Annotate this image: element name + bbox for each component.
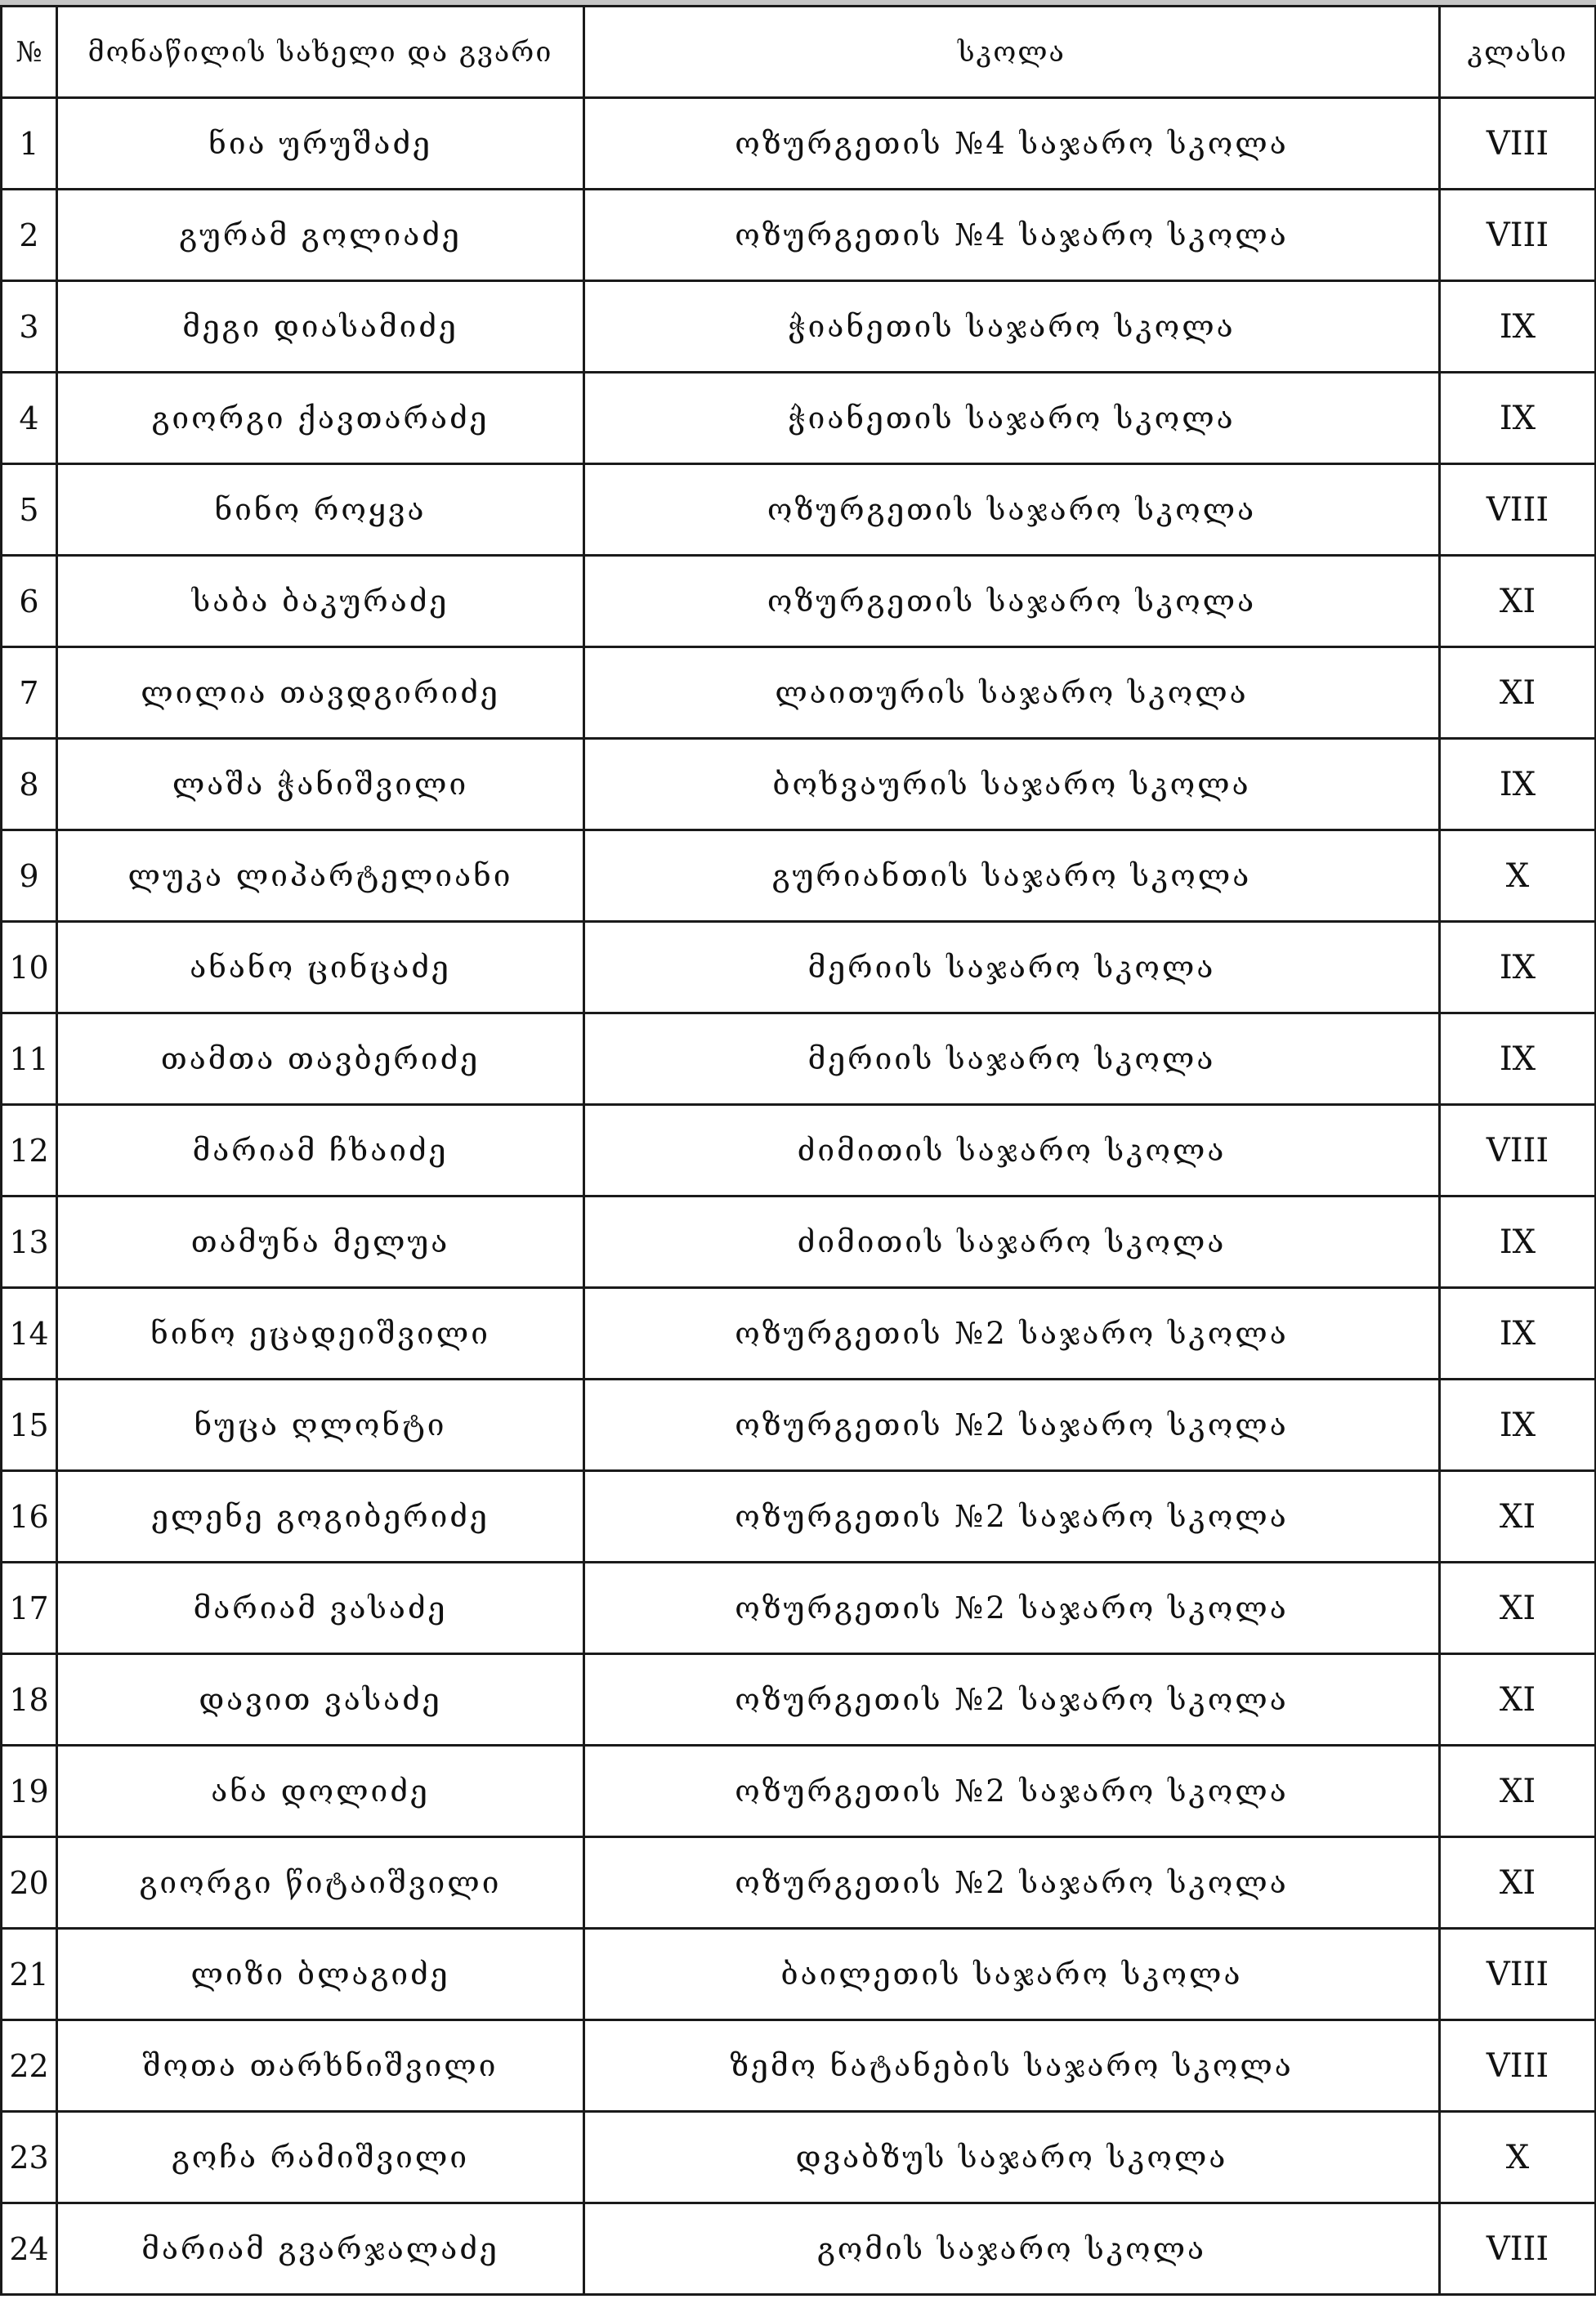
table-row bbox=[2, 830, 1596, 922]
school-name: დვაბზუს საჯარო სკოლა bbox=[584, 2112, 1440, 2203]
grade-value: IX bbox=[1440, 1013, 1596, 1105]
participant-name: ლუკა ლიპარტელიანი bbox=[57, 830, 584, 922]
table-row bbox=[2, 1105, 1596, 1196]
school-name: ჭიანეთის საჯარო სკოლა bbox=[584, 373, 1440, 464]
participant-name: მარიამ ვასაძე bbox=[57, 1563, 584, 1654]
grade-value: XI bbox=[1440, 1654, 1596, 1746]
row-number: 14 bbox=[2, 1288, 57, 1380]
grade-value: IX bbox=[1440, 922, 1596, 1013]
participant-name: ელენე გოგიბერიძე bbox=[57, 1471, 584, 1563]
participant-name: თამთა თავბერიძე bbox=[57, 1013, 584, 1105]
row-number: 10 bbox=[2, 922, 57, 1013]
participant-name: ნუცა ღლონტი bbox=[57, 1380, 584, 1471]
row-number: 23 bbox=[2, 2112, 57, 2203]
participant-name: ლილია თავდგირიძე bbox=[57, 647, 584, 739]
grade-value: XI bbox=[1440, 647, 1596, 739]
row-number: 17 bbox=[2, 1563, 57, 1654]
header-grade: კლასი bbox=[1440, 7, 1596, 98]
grade-value: VIII bbox=[1440, 1105, 1596, 1196]
table-row bbox=[2, 1288, 1596, 1380]
participant-name: შოთა თარხნიშვილი bbox=[57, 2020, 584, 2112]
row-number: 18 bbox=[2, 1654, 57, 1746]
school-name: ოზურგეთის №2 საჯარო სკოლა bbox=[584, 1563, 1440, 1654]
school-name: მერიის საჯარო სკოლა bbox=[584, 1013, 1440, 1105]
row-number: 5 bbox=[2, 464, 57, 556]
table-row bbox=[2, 2112, 1596, 2203]
row-number: 4 bbox=[2, 373, 57, 464]
row-number: 15 bbox=[2, 1380, 57, 1471]
table-row bbox=[2, 1013, 1596, 1105]
table-row bbox=[2, 1471, 1596, 1563]
table-body bbox=[2, 98, 1596, 2295]
participant-name: ლაშა ჭანიშვილი bbox=[57, 739, 584, 830]
header-number: № bbox=[2, 7, 57, 98]
table-row bbox=[2, 1929, 1596, 2020]
row-number: 24 bbox=[2, 2203, 57, 2295]
grade-value: XI bbox=[1440, 1471, 1596, 1563]
school-name: ოზურგეთის №2 საჯარო სკოლა bbox=[584, 1288, 1440, 1380]
grade-value: VIII bbox=[1440, 2203, 1596, 2295]
grade-value: VIII bbox=[1440, 190, 1596, 281]
school-name: ჭიანეთის საჯარო სკოლა bbox=[584, 281, 1440, 373]
row-number: 13 bbox=[2, 1196, 57, 1288]
table-row bbox=[2, 1837, 1596, 1929]
participant-name: გოჩა რამიშვილი bbox=[57, 2112, 584, 2203]
participant-name: ნინო როყვა bbox=[57, 464, 584, 556]
school-name: ოზურგეთის საჯარო სკოლა bbox=[584, 556, 1440, 647]
table-row bbox=[2, 647, 1596, 739]
row-number: 16 bbox=[2, 1471, 57, 1563]
row-number: 12 bbox=[2, 1105, 57, 1196]
participant-name: გურამ გოლიაძე bbox=[57, 190, 584, 281]
school-name: გომის საჯარო სკოლა bbox=[584, 2203, 1440, 2295]
table-row bbox=[2, 281, 1596, 373]
row-number: 6 bbox=[2, 556, 57, 647]
participant-name: ნია ურუშაძე bbox=[57, 98, 584, 190]
participant-name: მარიამ ჩხაიძე bbox=[57, 1105, 584, 1196]
grade-value: IX bbox=[1440, 373, 1596, 464]
school-name: ოზურგეთის №2 საჯარო სკოლა bbox=[584, 1380, 1440, 1471]
grade-value: X bbox=[1440, 830, 1596, 922]
grade-value: IX bbox=[1440, 1196, 1596, 1288]
grade-value: VIII bbox=[1440, 98, 1596, 190]
row-number: 7 bbox=[2, 647, 57, 739]
school-name: ძიმითის საჯარო სკოლა bbox=[584, 1105, 1440, 1196]
row-number: 3 bbox=[2, 281, 57, 373]
school-name: ლაითურის საჯარო სკოლა bbox=[584, 647, 1440, 739]
table-row bbox=[2, 373, 1596, 464]
row-number: 2 bbox=[2, 190, 57, 281]
grade-value: VIII bbox=[1440, 464, 1596, 556]
school-name: გურიანთის საჯარო სკოლა bbox=[584, 830, 1440, 922]
row-number: 22 bbox=[2, 2020, 57, 2112]
school-name: ოზურგეთის №4 საჯარო სკოლა bbox=[584, 98, 1440, 190]
table-row bbox=[2, 98, 1596, 190]
table-row bbox=[2, 2203, 1596, 2295]
grade-value: IX bbox=[1440, 1380, 1596, 1471]
school-name: ოზურგეთის №4 საჯარო სკოლა bbox=[584, 190, 1440, 281]
grade-value: IX bbox=[1440, 739, 1596, 830]
header-school: სკოლა bbox=[584, 7, 1440, 98]
participant-name: ნინო ეცადეიშვილი bbox=[57, 1288, 584, 1380]
grade-value: VIII bbox=[1440, 1929, 1596, 2020]
school-name: ბაილეთის საჯარო სკოლა bbox=[584, 1929, 1440, 2020]
school-name: ბოხვაურის საჯარო სკოლა bbox=[584, 739, 1440, 830]
table-row bbox=[2, 190, 1596, 281]
table-row bbox=[2, 556, 1596, 647]
school-name: ოზურგეთის №2 საჯარო სკოლა bbox=[584, 1746, 1440, 1837]
table-row bbox=[2, 1563, 1596, 1654]
school-name: ოზურგეთის №2 საჯარო სკოლა bbox=[584, 1654, 1440, 1746]
table-row bbox=[2, 1196, 1596, 1288]
grade-value: IX bbox=[1440, 281, 1596, 373]
school-name: ზემო ნატანების საჯარო სკოლა bbox=[584, 2020, 1440, 2112]
participant-name: მეგი დიასამიძე bbox=[57, 281, 584, 373]
school-name: ოზურგეთის საჯარო სკოლა bbox=[584, 464, 1440, 556]
participant-name: მარიამ გვარჯალაძე bbox=[57, 2203, 584, 2295]
row-number: 8 bbox=[2, 739, 57, 830]
grade-value: VIII bbox=[1440, 2020, 1596, 2112]
participants-table bbox=[0, 5, 1596, 2296]
table-row bbox=[2, 1380, 1596, 1471]
table-row bbox=[2, 464, 1596, 556]
participant-name: საბა ბაკურაძე bbox=[57, 556, 584, 647]
table-row bbox=[2, 922, 1596, 1013]
row-number: 19 bbox=[2, 1746, 57, 1837]
table-row bbox=[2, 1746, 1596, 1837]
table-row bbox=[2, 1654, 1596, 1746]
participant-name: ლიზი ბლაგიძე bbox=[57, 1929, 584, 2020]
table-row bbox=[2, 2020, 1596, 2112]
school-name: მერიის საჯარო სკოლა bbox=[584, 922, 1440, 1013]
participant-name: ანა დოლიძე bbox=[57, 1746, 584, 1837]
participant-name: დავით ვასაძე bbox=[57, 1654, 584, 1746]
grade-value: IX bbox=[1440, 1288, 1596, 1380]
participant-name: გიორგი ქავთარაძე bbox=[57, 373, 584, 464]
row-number: 1 bbox=[2, 98, 57, 190]
grade-value: XI bbox=[1440, 1837, 1596, 1929]
row-number: 20 bbox=[2, 1837, 57, 1929]
row-number: 11 bbox=[2, 1013, 57, 1105]
table-row bbox=[2, 739, 1596, 830]
row-number: 9 bbox=[2, 830, 57, 922]
participant-name: თამუნა მელუა bbox=[57, 1196, 584, 1288]
grade-value: XI bbox=[1440, 1746, 1596, 1837]
participant-name: გიორგი წიტაიშვილი bbox=[57, 1837, 584, 1929]
grade-value: X bbox=[1440, 2112, 1596, 2203]
table-header-row bbox=[2, 7, 1596, 98]
participant-name: ანანო ცინცაძე bbox=[57, 922, 584, 1013]
school-name: ოზურგეთის №2 საჯარო სკოლა bbox=[584, 1837, 1440, 1929]
row-number: 21 bbox=[2, 1929, 57, 2020]
school-name: ოზურგეთის №2 საჯარო სკოლა bbox=[584, 1471, 1440, 1563]
grade-value: XI bbox=[1440, 1563, 1596, 1654]
header-name: მონაწილის სახელი და გვარი bbox=[57, 7, 584, 98]
grade-value: XI bbox=[1440, 556, 1596, 647]
school-name: ძიმითის საჯარო სკოლა bbox=[584, 1196, 1440, 1288]
